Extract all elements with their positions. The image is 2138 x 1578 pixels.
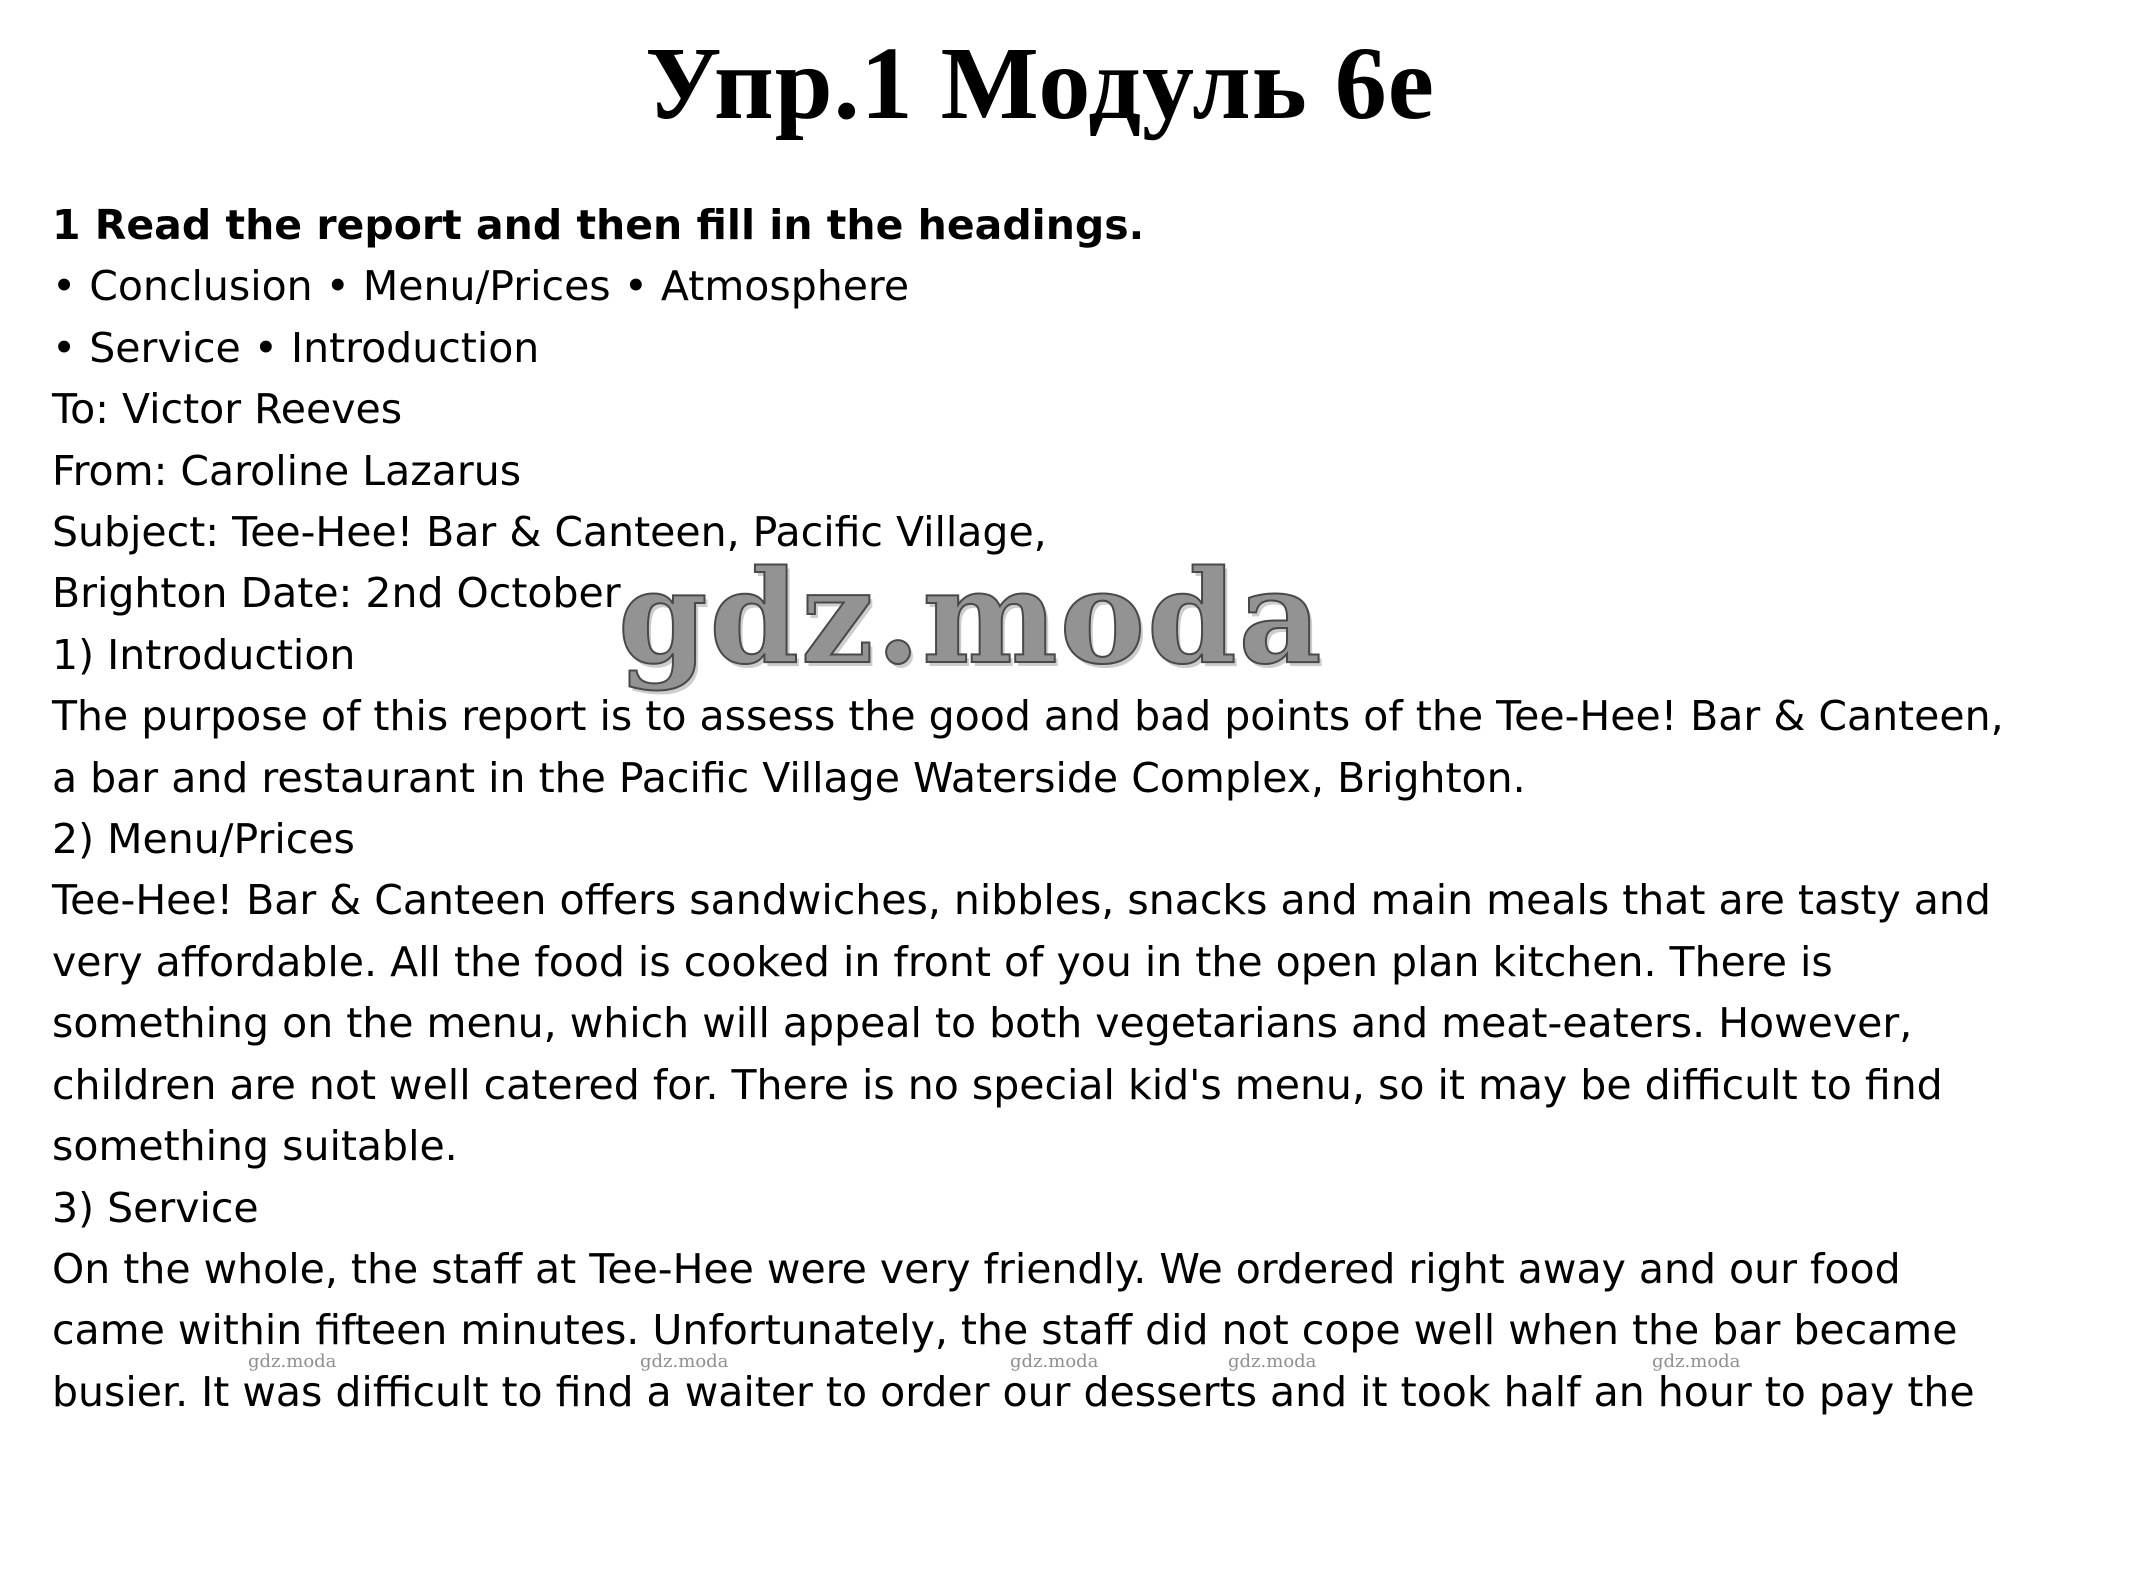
section-text-line: The purpose of this report is to assess the good and bad points of the Tee-Hee! Bar & Canteen, [52,692,2004,741]
section-text-line: On the whole, the staff at Tee-Hee were very friendly. We ordered right away and our food [52,1244,1901,1293]
report-subject-line-2: Brighton Date: 2nd October [52,569,621,618]
section-text-line: something suitable. [52,1122,458,1171]
small-watermark: gdz.moda [640,1351,729,1372]
section-text-line: very affordable. All the food is cooked in front of you in the open plan kitchen. There is [52,937,1833,986]
small-watermark: gdz.moda [1652,1351,1741,1372]
section-text-line: busier. It was difficult to find a waiter to order our desserts and it took half an hour to pay the [52,1367,1975,1416]
report-subject-line-1: Subject: Tee-Hee! Bar & Canteen, Pacific Village, [52,508,1047,557]
report-to: To: Victor Reeves [52,385,403,434]
section-text-line: something on the menu, which will appeal to both vegetarians and meat-eaters. However, [52,999,1913,1048]
small-watermark: gdz.moda [1010,1351,1099,1372]
section-text-line: Tee-Hee! Bar & Canteen offers sandwiches, nibbles, snacks and main meals that are tasty and [52,876,1991,925]
section-text-line: children are not well catered for. There is no special kid's menu, so it may be difficult to find [52,1060,1943,1109]
section-text-line: a bar and restaurant in the Pacific Village Waterside Complex, Brighton. [52,753,1526,802]
small-watermark: gdz.moda [248,1351,337,1372]
heading-options-line-2: • Service • Introduction [52,323,540,372]
exercise-content [52,195,2092,1423]
section-heading-service: 3) Service [52,1183,259,1232]
task-instruction: 1 Read the report and then fill in the headings. [52,201,1145,249]
watermark-logo: gdz.moda [618,543,1324,693]
section-heading-introduction: 1) Introduction [52,630,356,679]
small-watermark: gdz.moda [1228,1351,1317,1372]
report-from: From: Caroline Lazarus [52,446,522,495]
section-heading-menu-prices: 2) Menu/Prices [52,815,355,864]
section-text-line: came within fifteen minutes. Unfortunately, the staff did not cope well when the bar became [52,1306,1958,1355]
page-title: Упр.1 Модуль 6е [645,26,1435,141]
heading-options-line-1: • Conclusion • Menu/Prices • Atmosphere [52,262,910,311]
